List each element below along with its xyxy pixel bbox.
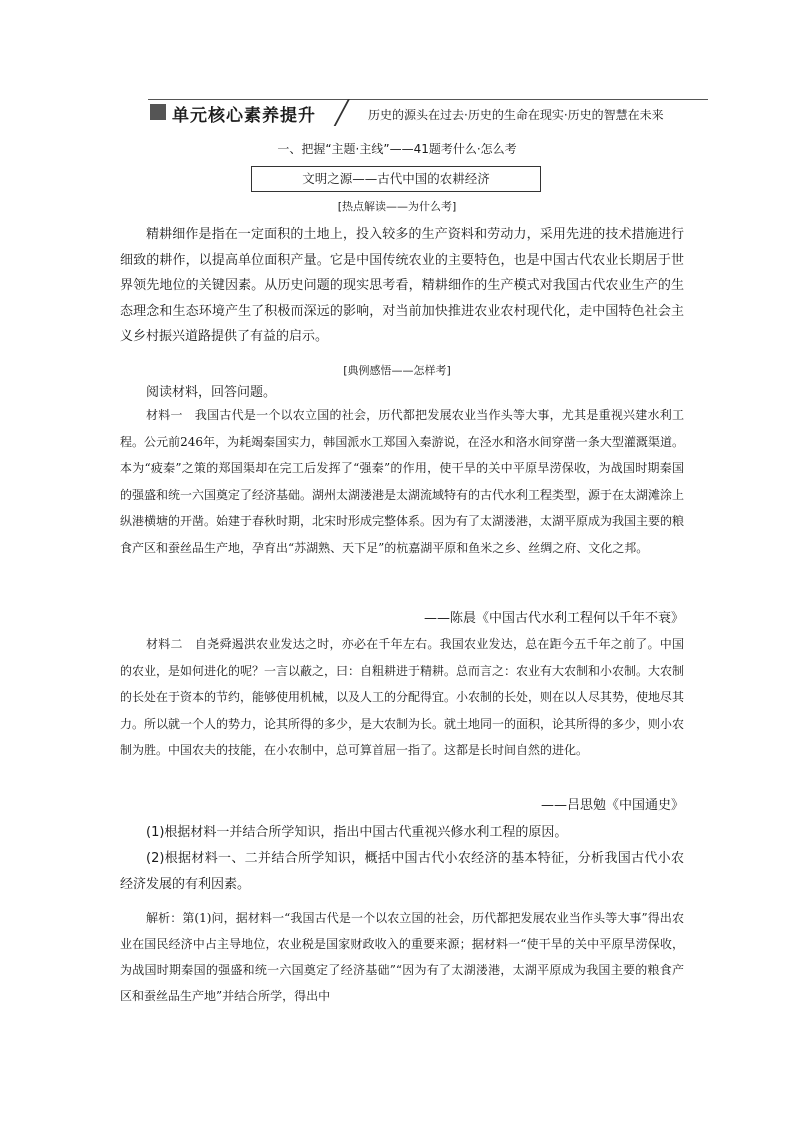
slash-divider	[334, 99, 350, 126]
square-bullet-icon	[150, 104, 166, 120]
unit-header	[148, 99, 708, 125]
source-two: ——吕思勉《中国通史》	[540, 798, 684, 813]
question-one: (1)根据材料一并结合所学知识，指出中国古代重视兴修水利工程的原因。	[146, 825, 568, 840]
analysis-paragraph: 解析：第(1)问，据材料一“我国古代是一个以农立国的社会，历代都把发展农业当作头等大事”得出农业在国民经济中占主导地位，农业税是国家财政收入的重要来源；据材料一“使干旱的关中平原旱涝保收，为战国时期秦国的强盛和统一六国奠定了经济基础”“因为有了太湖溇港，太湖平原成为我国主要的粮食产区和蚕丝品生产地”并结合所学，得出中	[120, 911, 684, 1003]
source-one: ——陈晨《中国古代水利工程何以千年不衰》	[423, 611, 684, 626]
unit-title: 单元核心素养提升	[172, 106, 316, 126]
read-prompt: 阅读材料，回答问题。	[146, 385, 277, 400]
section-title: 一、把握“主题·主线”——41题考什么·怎么考	[277, 142, 517, 156]
material-two: 材料二 自尧舜遏洪农业发达之时，亦必在千年左右。我国农业发达，总在距今五千年之前了。中国的农业，是如何进化的呢？一言以蔽之，曰：自粗耕进于精耕。总而言之：农业有大农制和小农制。大农制的长处在于资本的节约，能够使用机械，以及人工的分配得宜。小农制的长处，则在以人尽其势，使地尽其力。所以就一个人的势力，论其所得的多少，是大农制为长。就土地同一的面积，论其所得的多少，则小农制为胜。中国农夫的技能，在小农制中，总可算首屈一指了。这都是长时间自然的进化。	[120, 637, 685, 757]
material-one: 材料一 我国古代是一个以农立国的社会，历代都把发展农业当作头等大事，尤其是重视兴建水利工程。公元前246年，为耗竭秦国实力，韩国派水工郑国入秦游说，在泾水和洛水间穿凿一条大型灌溉渠道。本为“疲秦”之策的郑国渠却在完工后发挥了“强秦”的作用，使干旱的关中平原旱涝保收，为战国时期秦国的强盛和统一六国奠定了经济基础。湖州太湖溇港是太湖流域特有的古代水利工程类型，源于在太湖滩涂上纵港横塘的开凿。始建于春秋时期，北宋时形成完整体系。因为有了太湖溇港，太湖平原成为我国主要的粮食产区和蚕丝品生产地，孕育出“苏湖熟、天下足”的杭嘉湖平原和鱼米之乡、丝绸之府、文化之邦。	[120, 408, 685, 555]
topic-box: 文明之源——古代中国的农耕经济	[251, 166, 541, 192]
question-two: (2)根据材料一、二并结合所学知识，概括中国古代小农经济的基本特征，分析我国古代小农经济发展的有利因素。	[120, 851, 684, 892]
intro-paragraph: 精耕细作是指在一定面积的土地上，投入较多的生产资料和劳动力，采用先进的技术措施进行细致的耕作，以提高单位面积产量。它是中国传统农业的主要特色，也是中国古代农业长期居于世界领先地位的关键因素。从历史问题的现实思考看，精耕细作的生产模式对我国古代农业生产的生态理念和生态环境产生了积极而深远的影响，对当前加快推进农业农村现代化，走中国特色社会主义乡村振兴道路提供了有益的启示。	[120, 227, 684, 344]
tag-example: [典例感悟——怎样考]	[343, 364, 451, 377]
header-rule	[148, 99, 708, 100]
unit-motto: 历史的源头在过去·历史的生命在现实·历史的智慧在未来	[368, 108, 664, 122]
tag-hot-interpretation: [热点解读——为什么考]	[337, 200, 457, 213]
